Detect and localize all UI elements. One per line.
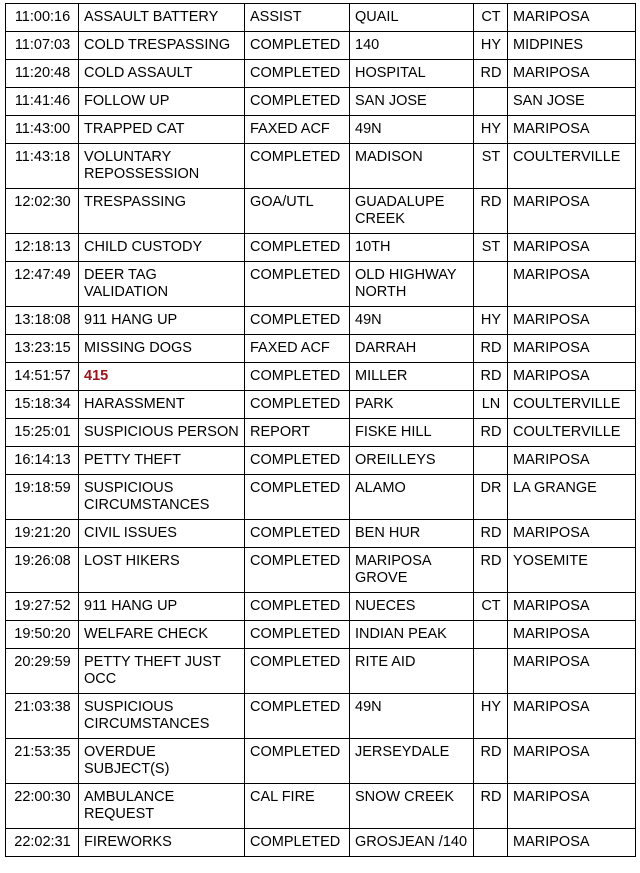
street-cell: SNOW CREEK — [350, 784, 474, 829]
table-row — [6, 335, 636, 363]
table-row — [6, 593, 636, 621]
table-row — [6, 739, 636, 784]
table-row — [6, 520, 636, 548]
incident-cell: COLD TRESPASSING — [79, 32, 245, 60]
incident-cell: 415 — [79, 363, 245, 391]
table-row — [6, 548, 636, 593]
street-cell: BEN HUR — [350, 520, 474, 548]
incident-cell: DEER TAG VALIDATION — [79, 262, 245, 307]
incident-cell: SUSPICIOUS CIRCUMSTANCES — [79, 475, 245, 520]
street-suffix-cell: RD — [474, 335, 508, 363]
disposition-cell: COMPLETED — [245, 621, 350, 649]
street-cell: 49N — [350, 116, 474, 144]
disposition-cell: COMPLETED — [245, 829, 350, 857]
street-cell: OLD HIGHWAY NORTH — [350, 262, 474, 307]
street-cell: QUAIL — [350, 4, 474, 32]
city-cell: MARIPOSA — [508, 363, 636, 391]
city-cell: MARIPOSA — [508, 649, 636, 694]
table-row — [6, 32, 636, 60]
street-suffix-cell: DR — [474, 475, 508, 520]
street-cell: PARK — [350, 391, 474, 419]
table-row — [6, 784, 636, 829]
disposition-cell: FAXED ACF — [245, 335, 350, 363]
street-cell: 10TH — [350, 234, 474, 262]
incident-cell: FOLLOW UP — [79, 88, 245, 116]
incident-cell: LOST HIKERS — [79, 548, 245, 593]
street-suffix-cell: RD — [474, 419, 508, 447]
time-cell: 14:51:57 — [6, 363, 79, 391]
city-cell: COULTERVILLE — [508, 419, 636, 447]
city-cell: MARIPOSA — [508, 447, 636, 475]
street-cell: MILLER — [350, 363, 474, 391]
incident-cell: COLD ASSAULT — [79, 60, 245, 88]
time-cell: 11:20:48 — [6, 60, 79, 88]
incident-cell: MISSING DOGS — [79, 335, 245, 363]
incident-log-table — [5, 3, 636, 857]
street-suffix-cell: HY — [474, 694, 508, 739]
table-row — [6, 4, 636, 32]
table-row — [6, 391, 636, 419]
time-cell: 12:18:13 — [6, 234, 79, 262]
table-row — [6, 116, 636, 144]
street-suffix-cell: LN — [474, 391, 508, 419]
street-suffix-cell: CT — [474, 4, 508, 32]
incident-cell: CIVIL ISSUES — [79, 520, 245, 548]
street-suffix-cell: HY — [474, 307, 508, 335]
street-suffix-cell: RD — [474, 189, 508, 234]
disposition-cell: COMPLETED — [245, 32, 350, 60]
time-cell: 22:00:30 — [6, 784, 79, 829]
street-cell: RITE AID — [350, 649, 474, 694]
table-row — [6, 649, 636, 694]
time-cell: 16:14:13 — [6, 447, 79, 475]
city-cell: COULTERVILLE — [508, 144, 636, 189]
street-suffix-cell: RD — [474, 363, 508, 391]
street-suffix-cell: ST — [474, 234, 508, 262]
table-row — [6, 307, 636, 335]
time-cell: 19:26:08 — [6, 548, 79, 593]
time-cell: 19:21:20 — [6, 520, 79, 548]
time-cell: 11:43:18 — [6, 144, 79, 189]
disposition-cell: REPORT — [245, 419, 350, 447]
city-cell: MARIPOSA — [508, 593, 636, 621]
time-cell: 11:41:46 — [6, 88, 79, 116]
incident-cell: SUSPICIOUS CIRCUMSTANCES — [79, 694, 245, 739]
time-cell: 11:43:00 — [6, 116, 79, 144]
street-cell: JERSEYDALE — [350, 739, 474, 784]
disposition-cell: CAL FIRE — [245, 784, 350, 829]
incident-cell: CHILD CUSTODY — [79, 234, 245, 262]
disposition-cell: ASSIST — [245, 4, 350, 32]
table-row — [6, 419, 636, 447]
time-cell: 19:27:52 — [6, 593, 79, 621]
disposition-cell: COMPLETED — [245, 144, 350, 189]
time-cell: 22:02:31 — [6, 829, 79, 857]
table-row — [6, 262, 636, 307]
incident-cell: 911 HANG UP — [79, 307, 245, 335]
street-suffix-cell: RD — [474, 548, 508, 593]
time-cell: 15:18:34 — [6, 391, 79, 419]
disposition-cell: COMPLETED — [245, 593, 350, 621]
city-cell: MARIPOSA — [508, 694, 636, 739]
street-suffix-cell — [474, 649, 508, 694]
incident-cell: ASSAULT BATTERY — [79, 4, 245, 32]
street-suffix-cell: RD — [474, 60, 508, 88]
city-cell: MARIPOSA — [508, 4, 636, 32]
street-suffix-cell — [474, 621, 508, 649]
incident-cell: 911 HANG UP — [79, 593, 245, 621]
street-suffix-cell: RD — [474, 520, 508, 548]
time-cell: 13:18:08 — [6, 307, 79, 335]
street-suffix-cell: RD — [474, 784, 508, 829]
time-cell: 15:25:01 — [6, 419, 79, 447]
city-cell: MARIPOSA — [508, 335, 636, 363]
street-cell: HOSPITAL — [350, 60, 474, 88]
city-cell: MARIPOSA — [508, 784, 636, 829]
table-row — [6, 144, 636, 189]
disposition-cell: COMPLETED — [245, 262, 350, 307]
time-cell: 20:29:59 — [6, 649, 79, 694]
disposition-cell: GOA/UTL — [245, 189, 350, 234]
time-cell: 19:50:20 — [6, 621, 79, 649]
table-row — [6, 621, 636, 649]
city-cell: MIDPINES — [508, 32, 636, 60]
disposition-cell: COMPLETED — [245, 447, 350, 475]
street-cell: GUADALUPE CREEK — [350, 189, 474, 234]
city-cell: MARIPOSA — [508, 116, 636, 144]
street-suffix-cell: HY — [474, 32, 508, 60]
time-cell: 21:53:35 — [6, 739, 79, 784]
street-cell: FISKE HILL — [350, 419, 474, 447]
time-cell: 21:03:38 — [6, 694, 79, 739]
incident-cell: TRESPASSING — [79, 189, 245, 234]
street-suffix-cell — [474, 262, 508, 307]
disposition-cell: COMPLETED — [245, 520, 350, 548]
street-suffix-cell — [474, 88, 508, 116]
table-row — [6, 694, 636, 739]
street-cell: DARRAH — [350, 335, 474, 363]
disposition-cell: COMPLETED — [245, 739, 350, 784]
incident-log-body — [6, 4, 636, 857]
time-cell: 11:00:16 — [6, 4, 79, 32]
street-cell: GROSJEAN /140 — [350, 829, 474, 857]
street-cell: 49N — [350, 307, 474, 335]
street-cell: OREILLEYS — [350, 447, 474, 475]
disposition-cell: FAXED ACF — [245, 116, 350, 144]
city-cell: MARIPOSA — [508, 60, 636, 88]
incident-cell: OVERDUE SUBJECT(S) — [79, 739, 245, 784]
incident-cell: AMBULANCE REQUEST — [79, 784, 245, 829]
incident-cell: PETTY THEFT — [79, 447, 245, 475]
time-cell: 19:18:59 — [6, 475, 79, 520]
city-cell: MARIPOSA — [508, 739, 636, 784]
street-cell: 140 — [350, 32, 474, 60]
street-suffix-cell: RD — [474, 739, 508, 784]
disposition-cell: COMPLETED — [245, 649, 350, 694]
incident-cell: SUSPICIOUS PERSON — [79, 419, 245, 447]
city-cell: COULTERVILLE — [508, 391, 636, 419]
street-suffix-cell: ST — [474, 144, 508, 189]
disposition-cell: COMPLETED — [245, 60, 350, 88]
city-cell: MARIPOSA — [508, 621, 636, 649]
city-cell: MARIPOSA — [508, 829, 636, 857]
street-suffix-cell — [474, 829, 508, 857]
street-suffix-cell: HY — [474, 116, 508, 144]
table-row — [6, 234, 636, 262]
incident-cell: WELFARE CHECK — [79, 621, 245, 649]
city-cell: MARIPOSA — [508, 307, 636, 335]
table-row — [6, 60, 636, 88]
time-cell: 11:07:03 — [6, 32, 79, 60]
city-cell: MARIPOSA — [508, 189, 636, 234]
time-cell: 13:23:15 — [6, 335, 79, 363]
city-cell: MARIPOSA — [508, 234, 636, 262]
table-row — [6, 88, 636, 116]
incident-cell: TRAPPED CAT — [79, 116, 245, 144]
street-cell: NUECES — [350, 593, 474, 621]
city-cell: YOSEMITE — [508, 548, 636, 593]
incident-cell: PETTY THEFT JUST OCC — [79, 649, 245, 694]
incident-cell: FIREWORKS — [79, 829, 245, 857]
time-cell: 12:02:30 — [6, 189, 79, 234]
city-cell: MARIPOSA — [508, 262, 636, 307]
disposition-cell: COMPLETED — [245, 88, 350, 116]
street-cell: ALAMO — [350, 475, 474, 520]
street-cell: MARIPOSA GROVE — [350, 548, 474, 593]
city-cell: MARIPOSA — [508, 520, 636, 548]
table-row — [6, 189, 636, 234]
incident-cell: VOLUNTARY REPOSSESSION — [79, 144, 245, 189]
table-row — [6, 363, 636, 391]
street-cell: SAN JOSE — [350, 88, 474, 116]
disposition-cell: COMPLETED — [245, 548, 350, 593]
disposition-cell: COMPLETED — [245, 694, 350, 739]
disposition-cell: COMPLETED — [245, 234, 350, 262]
disposition-cell: COMPLETED — [245, 363, 350, 391]
table-row — [6, 447, 636, 475]
street-suffix-cell: CT — [474, 593, 508, 621]
street-cell: MADISON — [350, 144, 474, 189]
disposition-cell: COMPLETED — [245, 307, 350, 335]
street-cell: 49N — [350, 694, 474, 739]
city-cell: SAN JOSE — [508, 88, 636, 116]
disposition-cell: COMPLETED — [245, 391, 350, 419]
disposition-cell: COMPLETED — [245, 475, 350, 520]
time-cell: 12:47:49 — [6, 262, 79, 307]
city-cell: LA GRANGE — [508, 475, 636, 520]
street-cell: INDIAN PEAK — [350, 621, 474, 649]
table-row — [6, 829, 636, 857]
street-suffix-cell — [474, 447, 508, 475]
table-row — [6, 475, 636, 520]
incident-cell: HARASSMENT — [79, 391, 245, 419]
